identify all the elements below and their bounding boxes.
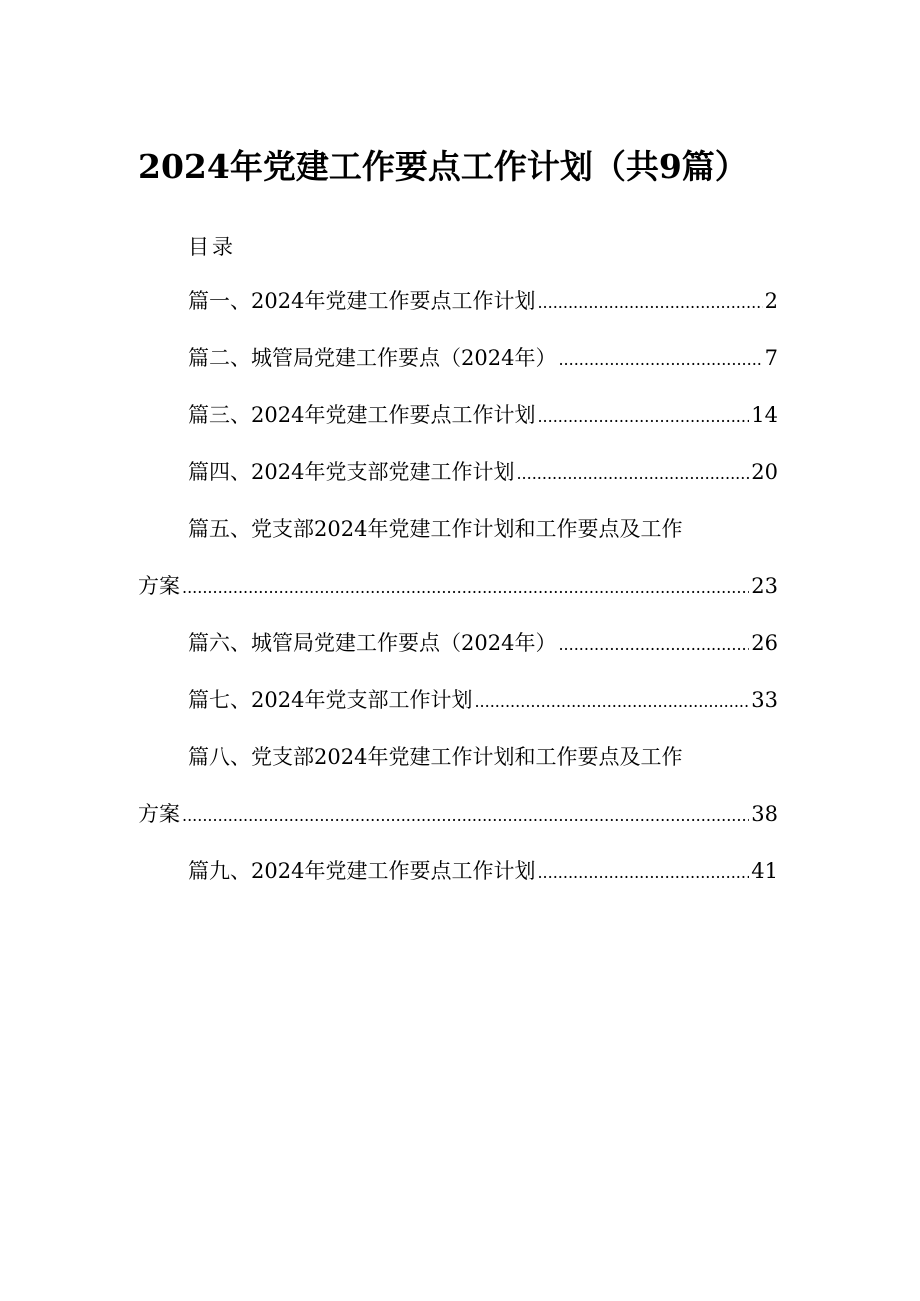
dot-leader [182,569,749,603]
toc-entry-page: 2 [764,289,778,313]
toc-entry-label: 篇五、党支部2024年党建工作计划和工作要点及工作 [188,517,683,541]
toc-entry-page: 41 [751,859,778,883]
toc-entry-label: 篇一、2024年党建工作要点工作计划 [188,289,536,313]
toc-entry-label: 篇六、城管局党建工作要点（2024年） [188,631,557,655]
toc-entry-page: 26 [751,631,778,655]
dot-leader [558,626,749,660]
toc-heading: 目录 [188,235,236,259]
dot-leader [558,341,762,375]
dot-leader [516,455,749,489]
toc-entry-label: 篇二、城管局党建工作要点（2024年） [188,346,557,370]
dot-leader [537,284,762,318]
toc-entry-4[interactable] [138,455,778,489]
toc-entry-label-continued: 方案 [138,802,180,826]
toc-entry-1[interactable] [138,284,778,318]
toc-entry-6[interactable] [138,626,778,660]
document-title: 2024年党建工作要点工作计划（共9篇） [138,147,748,186]
toc-entry-2[interactable] [138,341,778,375]
toc-entry-label: 篇四、2024年党支部党建工作计划 [188,460,515,484]
toc-entry-8-line-2[interactable] [138,797,778,831]
toc-entry-5-line-2[interactable] [138,569,778,603]
toc-entry-label: 篇八、党支部2024年党建工作计划和工作要点及工作 [188,745,683,769]
toc-entry-page: 20 [751,460,778,484]
dot-leader [537,854,749,888]
dot-leader [537,398,749,432]
toc-entry-9[interactable] [138,854,778,888]
toc-entry-page: 14 [751,403,778,427]
toc-entry-7[interactable] [138,683,778,717]
toc-entry-page: 7 [764,346,778,370]
dot-leader [182,797,749,831]
toc-entry-label: 篇九、2024年党建工作要点工作计划 [188,859,536,883]
toc-entry-page: 38 [751,802,778,826]
dot-leader [474,683,749,717]
toc-entry-label-continued: 方案 [138,574,180,598]
toc-entry-5-line-1[interactable] [138,512,778,546]
toc-entry-8-line-1[interactable] [138,740,778,774]
toc-entry-page: 33 [751,688,778,712]
toc-entry-label: 篇七、2024年党支部工作计划 [188,688,473,712]
toc-entry-page: 23 [751,574,778,598]
toc-entry-label: 篇三、2024年党建工作要点工作计划 [188,403,536,427]
toc-entry-3[interactable] [138,398,778,432]
